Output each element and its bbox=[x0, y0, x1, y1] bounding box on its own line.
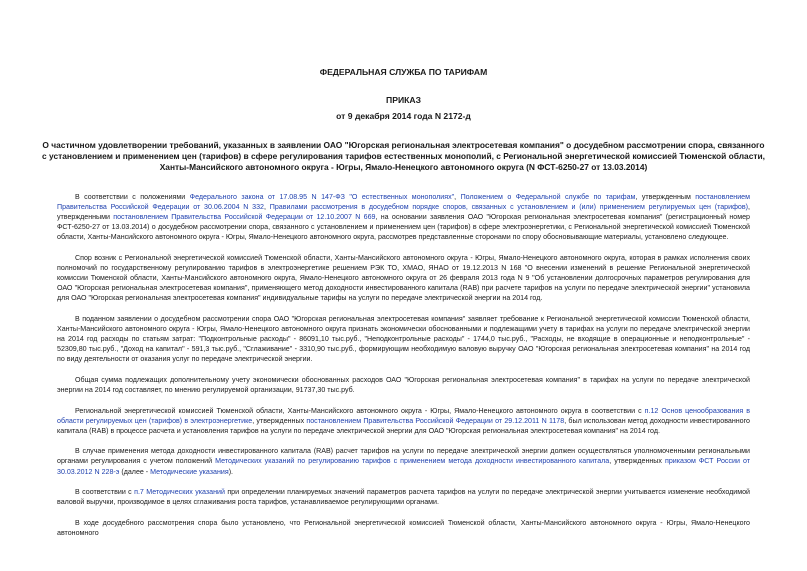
paragraph-text: , утвержденных bbox=[252, 416, 307, 425]
paragraph-text: , был использован метод доходности инвестированного капитала (RAB) в процессе расчета и установления тарифов на услуги по передаче электрической энергии для ОАО "Югорская региональная электросетевая компания" на 2014 год. bbox=[57, 416, 750, 435]
paragraph bbox=[57, 192, 750, 242]
paragraph-text: В соответствии с положениями bbox=[75, 193, 190, 201]
paragraph-text: Общая сумма подлежащих дополнительному учету экономически обоснованных расходов ОАО "Югорская региональная электросетевая компания" в тарифах на услуги по передаче электрической энергии на 2014 год составляет, по мнению регулируемой организации, 91737,30 тыс.руб. bbox=[57, 375, 750, 394]
legal-reference-link[interactable]: п.12 Основ ценообразования в области регулируемых цен (тарифов) в электроэнергетике bbox=[57, 406, 750, 425]
legal-reference-link[interactable]: Методические указания bbox=[150, 467, 229, 476]
paragraph-text: В ходе досудебного рассмотрения спора было установлено, что Региональной энергетической комиссией Тюменской области, Ханты-Мансийского автономного округа - Югры, Ямало-Ненецкого автономного bbox=[57, 518, 750, 537]
document-type-heading: ПРИКАЗ bbox=[386, 95, 421, 105]
legal-reference-link[interactable]: Положением о Федеральной службе по тарифам bbox=[460, 193, 636, 201]
paragraph-text: В соответствии с bbox=[75, 488, 135, 497]
paragraph-text: ). bbox=[228, 467, 234, 476]
paragraph-text: , bbox=[454, 193, 461, 201]
paragraph-text: В случае применения метода доходности инвестированного капитала (RAB) расчет тарифов на услуги по передаче электрической энергии должен осуществляться уполномоченными региональными органами регулирования с учетом положений bbox=[57, 447, 750, 466]
document-date-number: от 9 декабря 2014 года N 2172-д bbox=[336, 111, 471, 121]
paragraph bbox=[57, 406, 750, 436]
legal-reference-link[interactable]: п.7 Методических указаний bbox=[134, 488, 225, 497]
paragraph bbox=[57, 314, 750, 364]
paragraph bbox=[57, 375, 750, 395]
paragraph-text: (далее - bbox=[119, 467, 151, 476]
paragraph-text: , утвержденными bbox=[57, 203, 750, 222]
legal-reference-link[interactable]: постановлением Правительства Российской Федерации от 30.06.2004 N 332 bbox=[57, 193, 750, 212]
legal-reference-link[interactable]: постановлением Правительства Российской Федерации от 29.12.2011 N 1178 bbox=[306, 416, 565, 425]
paragraph-text: Региональной энергетической комиссией Тюменской области, Ханты-Мансийского автономного округа - Югры, Ямало-Ненецкого автономного округа в соответствии с bbox=[75, 406, 645, 415]
paragraph-text: , утвержденным bbox=[635, 193, 696, 201]
legal-reference-link[interactable]: приказом ФСТ России от 30.03.2012 N 228-э bbox=[57, 457, 750, 476]
agency-heading: ФЕДЕРАЛЬНАЯ СЛУЖБА ПО ТАРИФАМ bbox=[319, 67, 488, 77]
paragraph bbox=[57, 487, 750, 507]
document-body bbox=[57, 192, 750, 549]
paragraph bbox=[57, 253, 750, 303]
paragraph-text: , на основании заявления ОАО "Югорская региональная электросетевая компания" (регистрационный номер ФСТ-6250-27 от 13.03.2014) о досудебном рассмотрении спора, связанного с установлением и применением цен (тарифов) в сфере электроэнергетики, с Региональной энергетической комиссией Тюменской области, Ханты-Мансийского автономного округа - Югры, Ямало-Ненецкого автономного округа, рассмотрев представленные сторонами по спору обосновывающие материалы, установлено следующее. bbox=[57, 213, 751, 242]
paragraph-text: Спор возник с Региональной энергетической комиссией Тюменской области, Ханты-Мансийского автономного округа - Югры, Ямало-Ненецкого автономного округа, которая в рамках исполнения своих полномочий по государственному регулированию тарифов в электроэнергетике решением РЭК ТО, ХМАО, ЯНАО от 19.12.2013 N 168 "О внесении изменений в решение Региональной энергетической комиссии Тюменской области, Ханты-Мансийского автономного округа, Ямало-Ненецкого автономного округа от 26 февраля 2013 года N 9 "Об установлении долгосрочных параметров регулирования для ОАО "Югорская региональная электросетевая компания", применяющего метод доходности инвестированного капитала (RAB) при расчете тарифов на услуги по передаче электрической энергии" установила для ОАО "Югорская региональная электросетевая компания" индивидуальные тарифы на услуги по передаче электрической энергии на 2014 год. bbox=[57, 253, 750, 303]
paragraph-text: при определении планируемых значений параметров расчета тарифов на услуги по передаче электрической энергии учитывается изменение необходимой валовой выручки, производимое в целях сглаживания роста тарифов, устанавливаемое регулирующими органами. bbox=[57, 488, 750, 507]
legal-reference-link[interactable]: постановлением Правительства Российской Федерации от 12.10.2007 N 669 bbox=[113, 213, 376, 222]
paragraph-text: , утвержденных bbox=[609, 457, 665, 466]
paragraph bbox=[57, 518, 750, 538]
document-title: О частичном удовлетворении требований, указанных в заявлении ОАО "Югорская региональная электросетевая компания" о досудебном рассмотрении спора, связанного с установлением и применением цен (тарифов) в сфере регулирования тарифов естественных монополий, с Региональной энергетической комиссией Тюменской области, Ханты-Мансийского автономного округа - Югры, Ямало-Ненецкого автономного округа (N ФСТ-6250-27 от 13.03.2014) bbox=[42, 140, 765, 172]
paragraph bbox=[57, 446, 750, 476]
paragraph-text: , bbox=[264, 203, 270, 212]
legal-reference-link[interactable]: Методических указаний по регулированию тарифов с применением метода доходности инвестированного капитала bbox=[215, 457, 610, 466]
paragraph-text: В поданном заявлении о досудебном рассмотрении спора ОАО "Югорская региональная электросетевая компания" заявляет требование к Региональной энергетической комиссии Тюменской области, Ханты-Мансийского автономного округа - Югры, Ямало-Ненецкого автономного округа признать экономически обоснованными и подлежащими учету в тарифах на услуги по передаче электрической энергии на 2014 год расходы по статьям затрат: "Подконтрольные расходы" - 86091,10 тыс.руб., "Неподконтрольные расходы" - 1744,0 тыс.руб., "Расходы, не входящие в операционные и неподконтрольные" - 52309,80 тыс.руб., "Доход на капитал" - 591,3 тыс.руб., "Сглаживание" - 3310,90 тыс.руб., формирующим необходимую валовую выручку ОАО "Югорская региональная электросетевая компания" на 2014 год по виду деятельности от оказания услуг по передаче электрической энергии. bbox=[57, 314, 750, 364]
legal-reference-link[interactable]: Правилами рассмотрения в досудебном порядке споров, связанных с установлением и (или) применением регулируемых цен (тарифов) bbox=[269, 203, 749, 212]
legal-reference-link[interactable]: Федерального закона от 17.08.95 N 147-ФЗ "О естественных монополиях" bbox=[189, 193, 455, 201]
